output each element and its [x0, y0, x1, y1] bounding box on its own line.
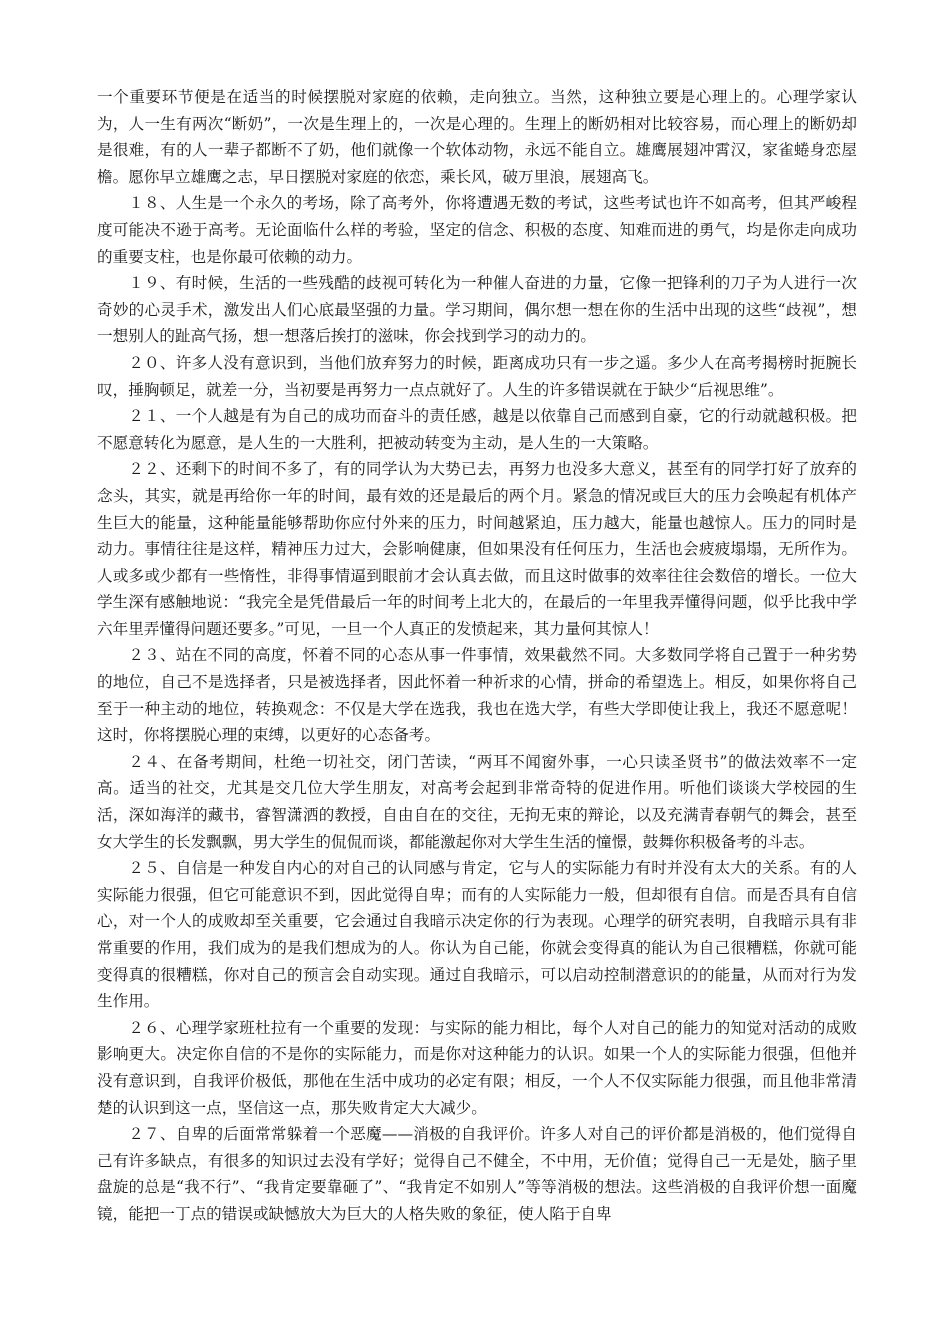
- paragraph-21: ２１、一个人越是有为自己的成功而奋斗的责任感，越是以依靠自己而感到自豪，它的行动就越积极。把不愿意转化为愿意，是人生的一大胜利，把被动转变为主动，是人生的一大策略。: [97, 407, 857, 452]
- document-page: [97, 84, 857, 1228]
- paragraph-19: １９、有时候，生活的一些残酷的歧视可转化为一种催人奋进的力量，它像一把锋利的刀子为人进行一次奇妙的心灵手术，激发出人们心底最坚强的力量。学习期间，偶尔想一想在你的生活中出现的这些“歧视”，想一想别人的趾高气扬，想一想落后挨打的滋味，你会找到学习的动力的。: [97, 274, 857, 346]
- paragraph-continuation: 一个重要环节便是在适当的时候摆脱对家庭的依赖，走向独立。当然，这种独立要是心理上的。心理学家认为，人一生有两次“断奶”，一次是生理上的，一次是心理的。生理上的断奶相对比较容易，而心理上的断奶却是很难，有的人一辈子都断不了奶，他们就像一个软体动物，永远不能自立。雄鹰展翅冲霄汉，家雀蜷身恋屋檐。愿你早立雄鹰之志，早日摆脱对家庭的依恋，乘长风，破万里浪，展翅高飞。: [97, 88, 857, 186]
- paragraph-22: ２２、还剩下的时间不多了，有的同学认为大势已去，再努力也没多大意义，甚至有的同学打好了放弃的念头，其实，就是再给你一年的时间，最有效的还是最后的两个月。紧急的情况或巨大的压力会唤起有机体产生巨大的能量，这种能量能够帮助你应付外来的压力，时间越紧迫，压力越大，能量也越惊人。压力的同时是动力。事情往往是这样，精神压力过大，会影响健康，但如果没有任何压力，生活也会疲疲塌塌，无所作为。人或多或少都有一些惰性，非得事情逼到眼前才会认真去做，而且这时做事的效率往往会数倍的增长。一位大学生深有感触地说：“我完全是凭借最后一年的时间考上北大的，在最后的一年里我弄懂得问题，似乎比我中学六年里弄懂得问题还要多。”可见，一旦一个人真正的发愤起来，其力量何其惊人！: [97, 460, 857, 638]
- paragraph-23: ２３、站在不同的高度，怀着不同的心态从事一件事情，效果截然不同。大多数同学将自己置于一种劣势的地位，自己不是选择者，只是被选择者，因此怀着一种祈求的心情，拼命的希望选上。相反，如果你将自己至于一种主动的地位，转换观念：不仅是大学在选我，我也在选大学，有些大学即使让我上，我还不愿意呢！这时，你将摆脱心理的束缚，以更好的心态备考。: [97, 646, 857, 745]
- paragraph-26: ２６、心理学家班杜拉有一个重要的发现：与实际的能力相比，每个人对自己的能力的知觉对活动的成败影响更大。决定你自信的不是你的实际能力，而是你对这种能力的认识。如果一个人的实际能力很强，但他并没有意识到，自我评价极低，那他在生活中成功的必定有限；相反，一个人不仅实际能力很强，而且他非常清楚的认识到这一点，坚信这一点，那失败肯定大大减少。: [97, 1018, 857, 1117]
- paragraph-27: ２７、自卑的后面常常躲着一个恶魔——消极的自我评价。许多人对自己的评价都是消极的，他们觉得自己有许多缺点，有很多的知识过去没有学好；觉得自己不健全，不中用，无价值；觉得自己一无是处，脑子里盘旋的总是“我不行”、“我肯定要靠砸了”、“我肯定不如别人”等等消极的想法。这些消极的自我评价想一面魔镜，能把一丁点的错误或缺憾放大为巨大的人格失败的象征，使人陷于自卑: [97, 1125, 857, 1223]
- paragraph-20: ２０、许多人没有意识到，当他们放弃努力的时候，距离成功只有一步之遥。多少人在高考揭榜时扼腕长叹，捶胸顿足，就差一分，当初要是再努力一点点就好了。人生的许多错误就在于缺少“后视思维”。: [97, 353, 857, 399]
- paragraph-24: ２４、在备考期间，杜绝一切社交，闭门苦读，“两耳不闻窗外事，一心只读圣贤书”的做法效率不一定高。适当的社交，尤其是交几位大学生朋友，对高考会起到非常奇特的促进作用。听他们谈谈大学校园的生活，深如海洋的藏书，睿智潇洒的教授，自由自在的交往，无拘无束的辩论，以及充满青春朝气的舞会，甚至女大学生的长发飘飘，男大学生的侃侃而谈，都能激起你对大学生生活的憧憬，鼓舞你积极备考的斗志。: [97, 752, 857, 851]
- paragraph-25: ２５、自信是一种发自内心的对自己的认同感与肯定，它与人的实际能力有时并没有太大的关系。有的人实际能力很强，但它可能意识不到，因此觉得自卑；而有的人实际能力一般，但却很有自信。而是否具有自信心，对一个人的成败却至关重要，它会通过自我暗示决定你的行为表现。心理学的研究表明，自我暗示具有非常重要的作用，我们成为的是我们想成为的人。你认为自己能，你就会变得真的能认为自己很糟糕，你就可能变得真的很糟糕，你对自己的预言会自动实现。通过自我暗示，可以启动控制潜意识的的能量，从而对行为发生作用。: [97, 859, 857, 1011]
- paragraph-18: １８、人生是一个永久的考场，除了高考外，你将遭遇无数的考试，这些考试也许不如高考，但其严峻程度可能决不逊于高考。无论面临什么样的考验，坚定的信念、积极的态度、知难而进的勇气，均是你走向成功的重要支柱，也是你最可依赖的动力。: [97, 194, 857, 266]
